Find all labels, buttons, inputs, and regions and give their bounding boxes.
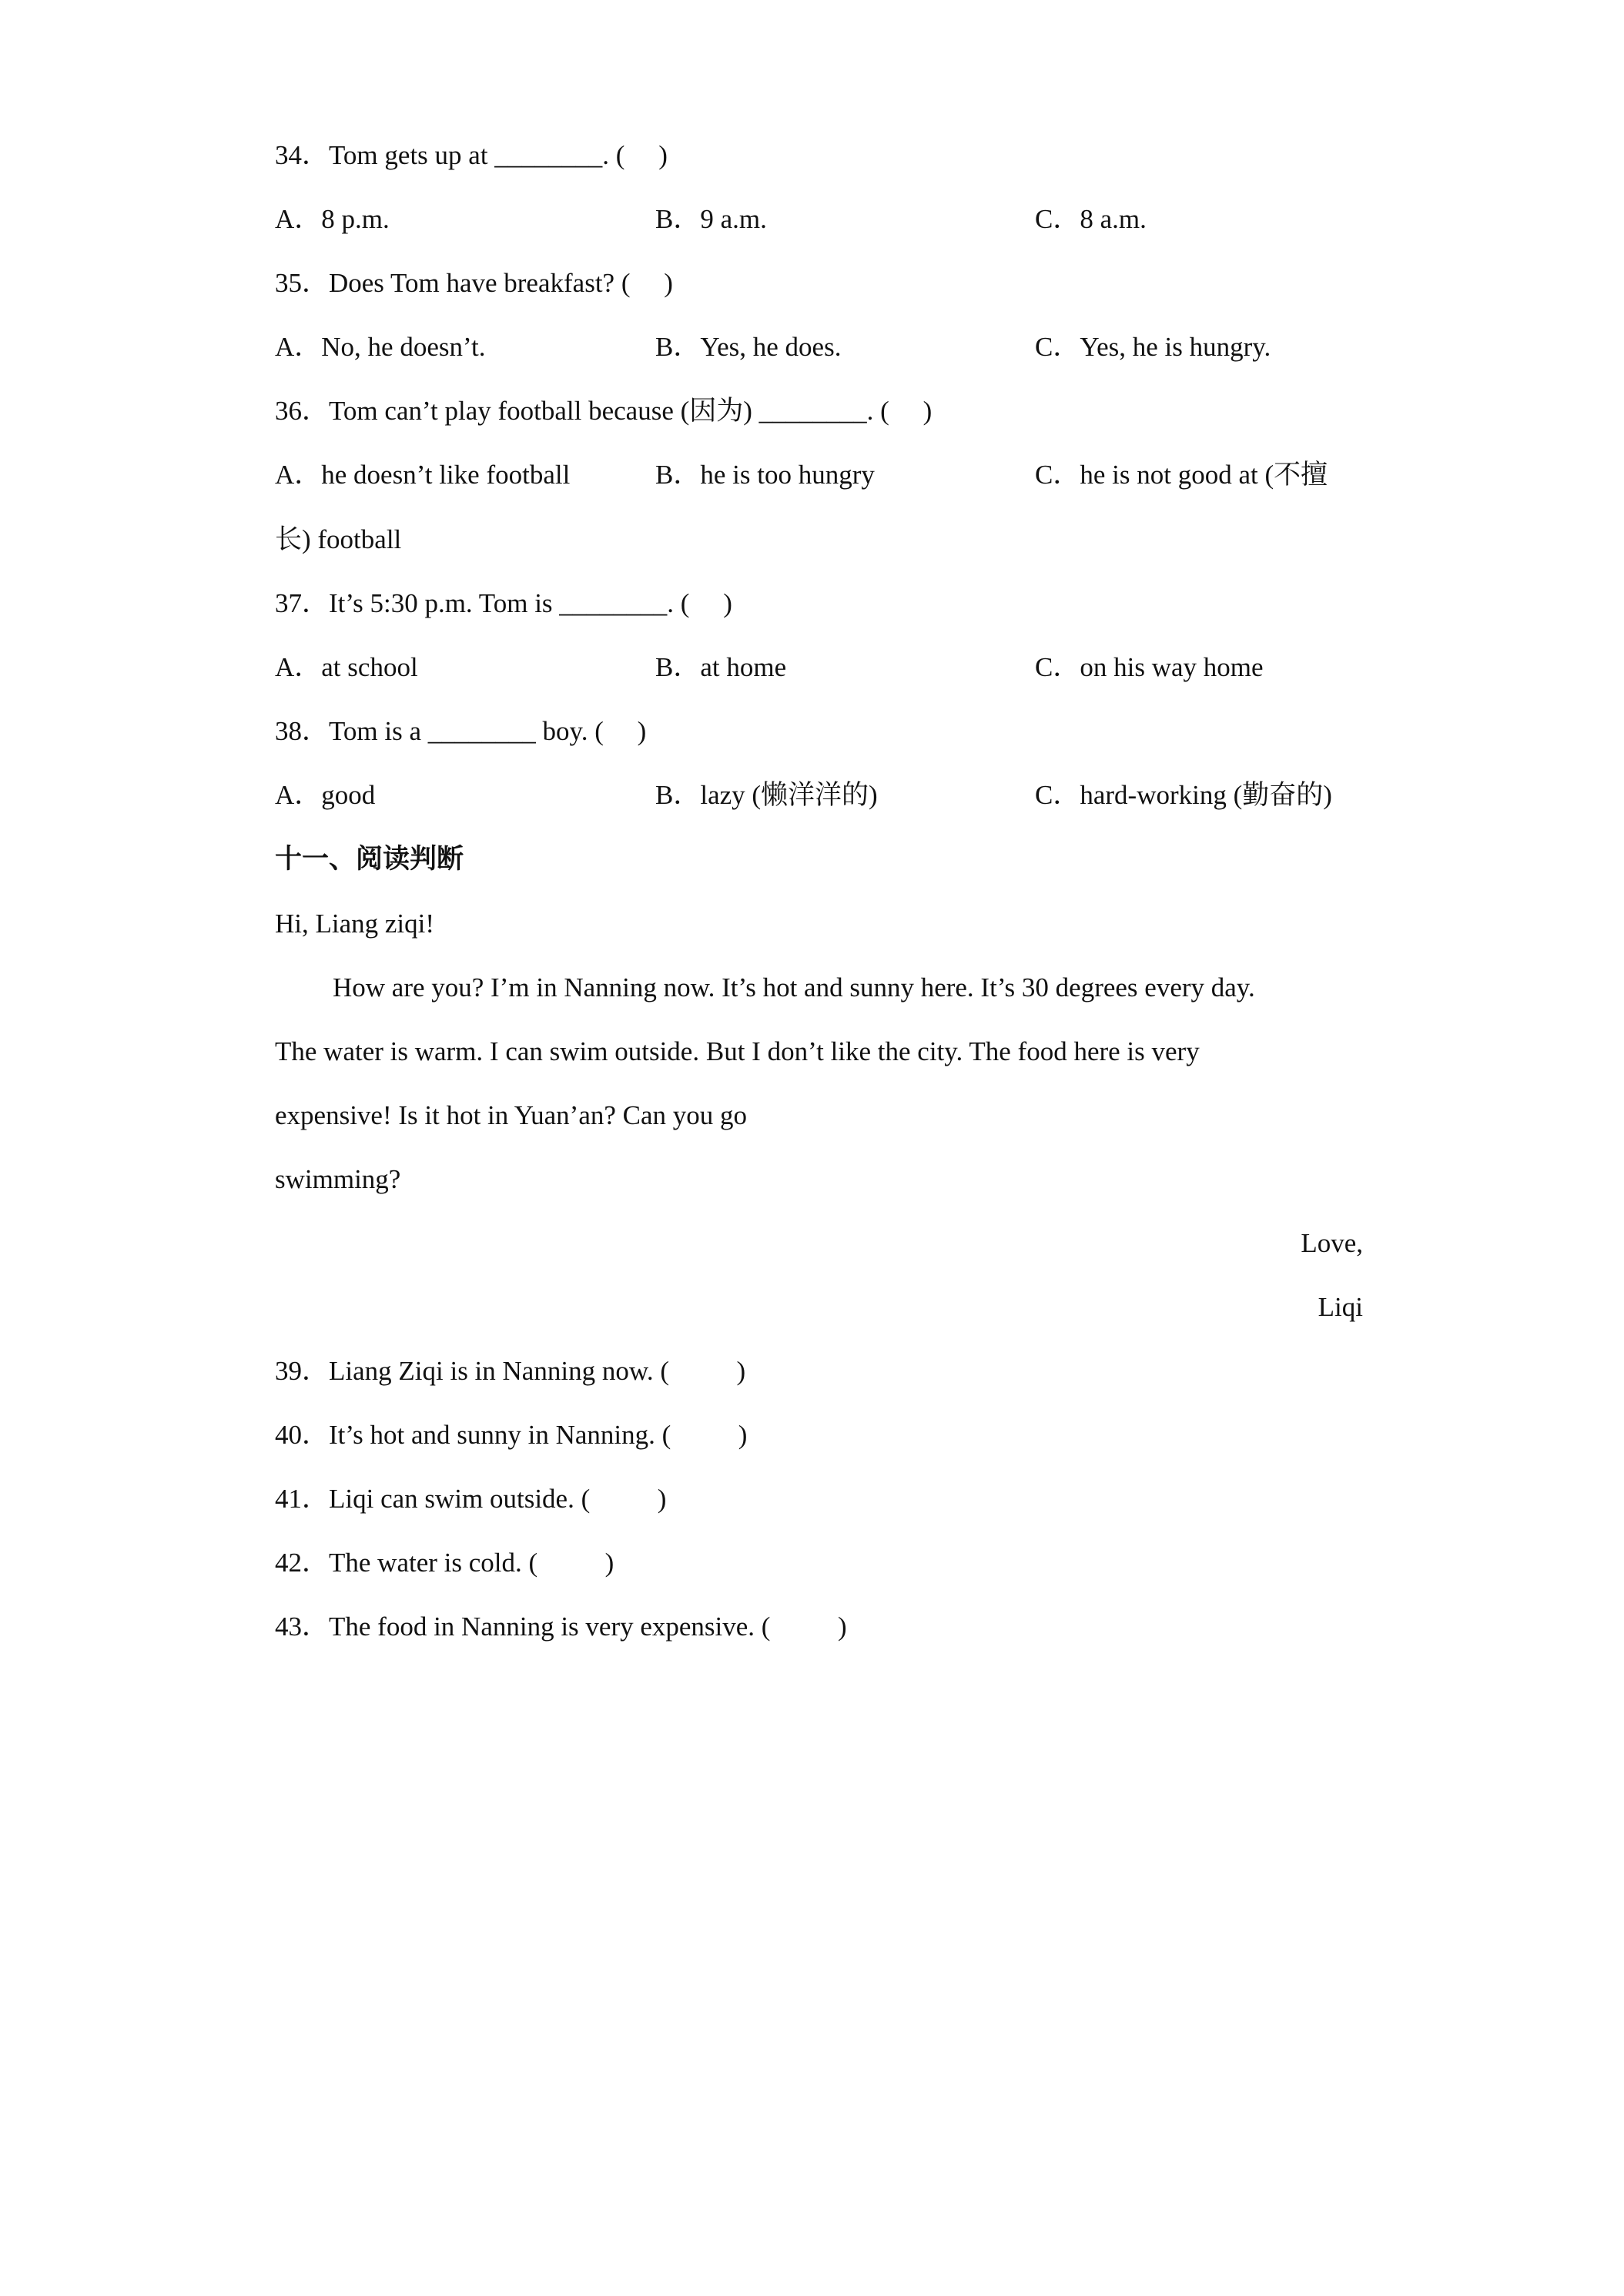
q37-option-b: B．at home	[655, 652, 787, 682]
q35-option-c: C．Yes, he is hungry.	[1035, 332, 1271, 362]
statement-40: 40．It’s hot and sunny in Nanning. ( )	[275, 1420, 748, 1450]
letter-body-line: How are you? I’m in Nanning now. It’s hot and sunny here. It’s 30 degrees every day.	[333, 972, 1255, 1002]
q38-option-b: B．lazy (懒洋洋的)	[655, 780, 878, 810]
letter-body-line: The water is warm. I can swim outside. But I don’t like the city. The food here is very	[275, 1036, 1200, 1066]
q34-option-a: A．8 p.m.	[275, 204, 390, 234]
q36-option-a: A．he doesn’t like football	[275, 460, 571, 490]
letter-closing: Love,	[1301, 1228, 1363, 1258]
q34-option-b: B．9 a.m.	[655, 204, 767, 234]
q38-option-c: C．hard-working (勤奋的)	[1035, 780, 1332, 810]
letter-body-line: swimming?	[275, 1164, 401, 1194]
q36-option-b: B．he is too hungry	[655, 460, 875, 490]
q34-option-c: C．8 a.m.	[1035, 204, 1147, 234]
q36-option-c: C．he is not good at (不擅	[1035, 460, 1328, 490]
section-heading: 十一、阅读判断	[275, 844, 464, 874]
statement-42: 42．The water is cold. ( )	[275, 1548, 614, 1578]
statement-43: 43．The food in Nanning is very expensive. ( )	[275, 1612, 847, 1642]
question-38: 38．Tom is a ________ boy. ( )	[275, 716, 647, 746]
letter-signature: Liqi	[1318, 1292, 1363, 1322]
letter-greeting: Hi, Liang ziqi!	[275, 909, 435, 939]
letter-body-line: expensive! Is it hot in Yuan’an? Can you go	[275, 1100, 748, 1130]
question-34: 34．Tom gets up at ________. ( )	[275, 140, 668, 170]
q35-option-b: B．Yes, he does.	[655, 332, 842, 362]
question-35: 35．Does Tom have breakfast? ( )	[275, 268, 673, 298]
q36-option-c-continuation: 长) football	[275, 524, 402, 554]
q35-option-a: A．No, he doesn’t.	[275, 332, 486, 362]
question-37: 37．It’s 5:30 p.m. Tom is ________. ( )	[275, 588, 732, 618]
question-36: 36．Tom can’t play football because (因为) ________. ( )	[275, 396, 933, 426]
q37-option-a: A．at school	[275, 652, 418, 682]
statement-41: 41．Liqi can swim outside. ( )	[275, 1484, 667, 1514]
q38-option-a: A．good	[275, 780, 376, 810]
statement-39: 39．Liang Ziqi is in Nanning now. ( )	[275, 1356, 746, 1386]
q37-option-c: C．on his way home	[1035, 652, 1264, 682]
